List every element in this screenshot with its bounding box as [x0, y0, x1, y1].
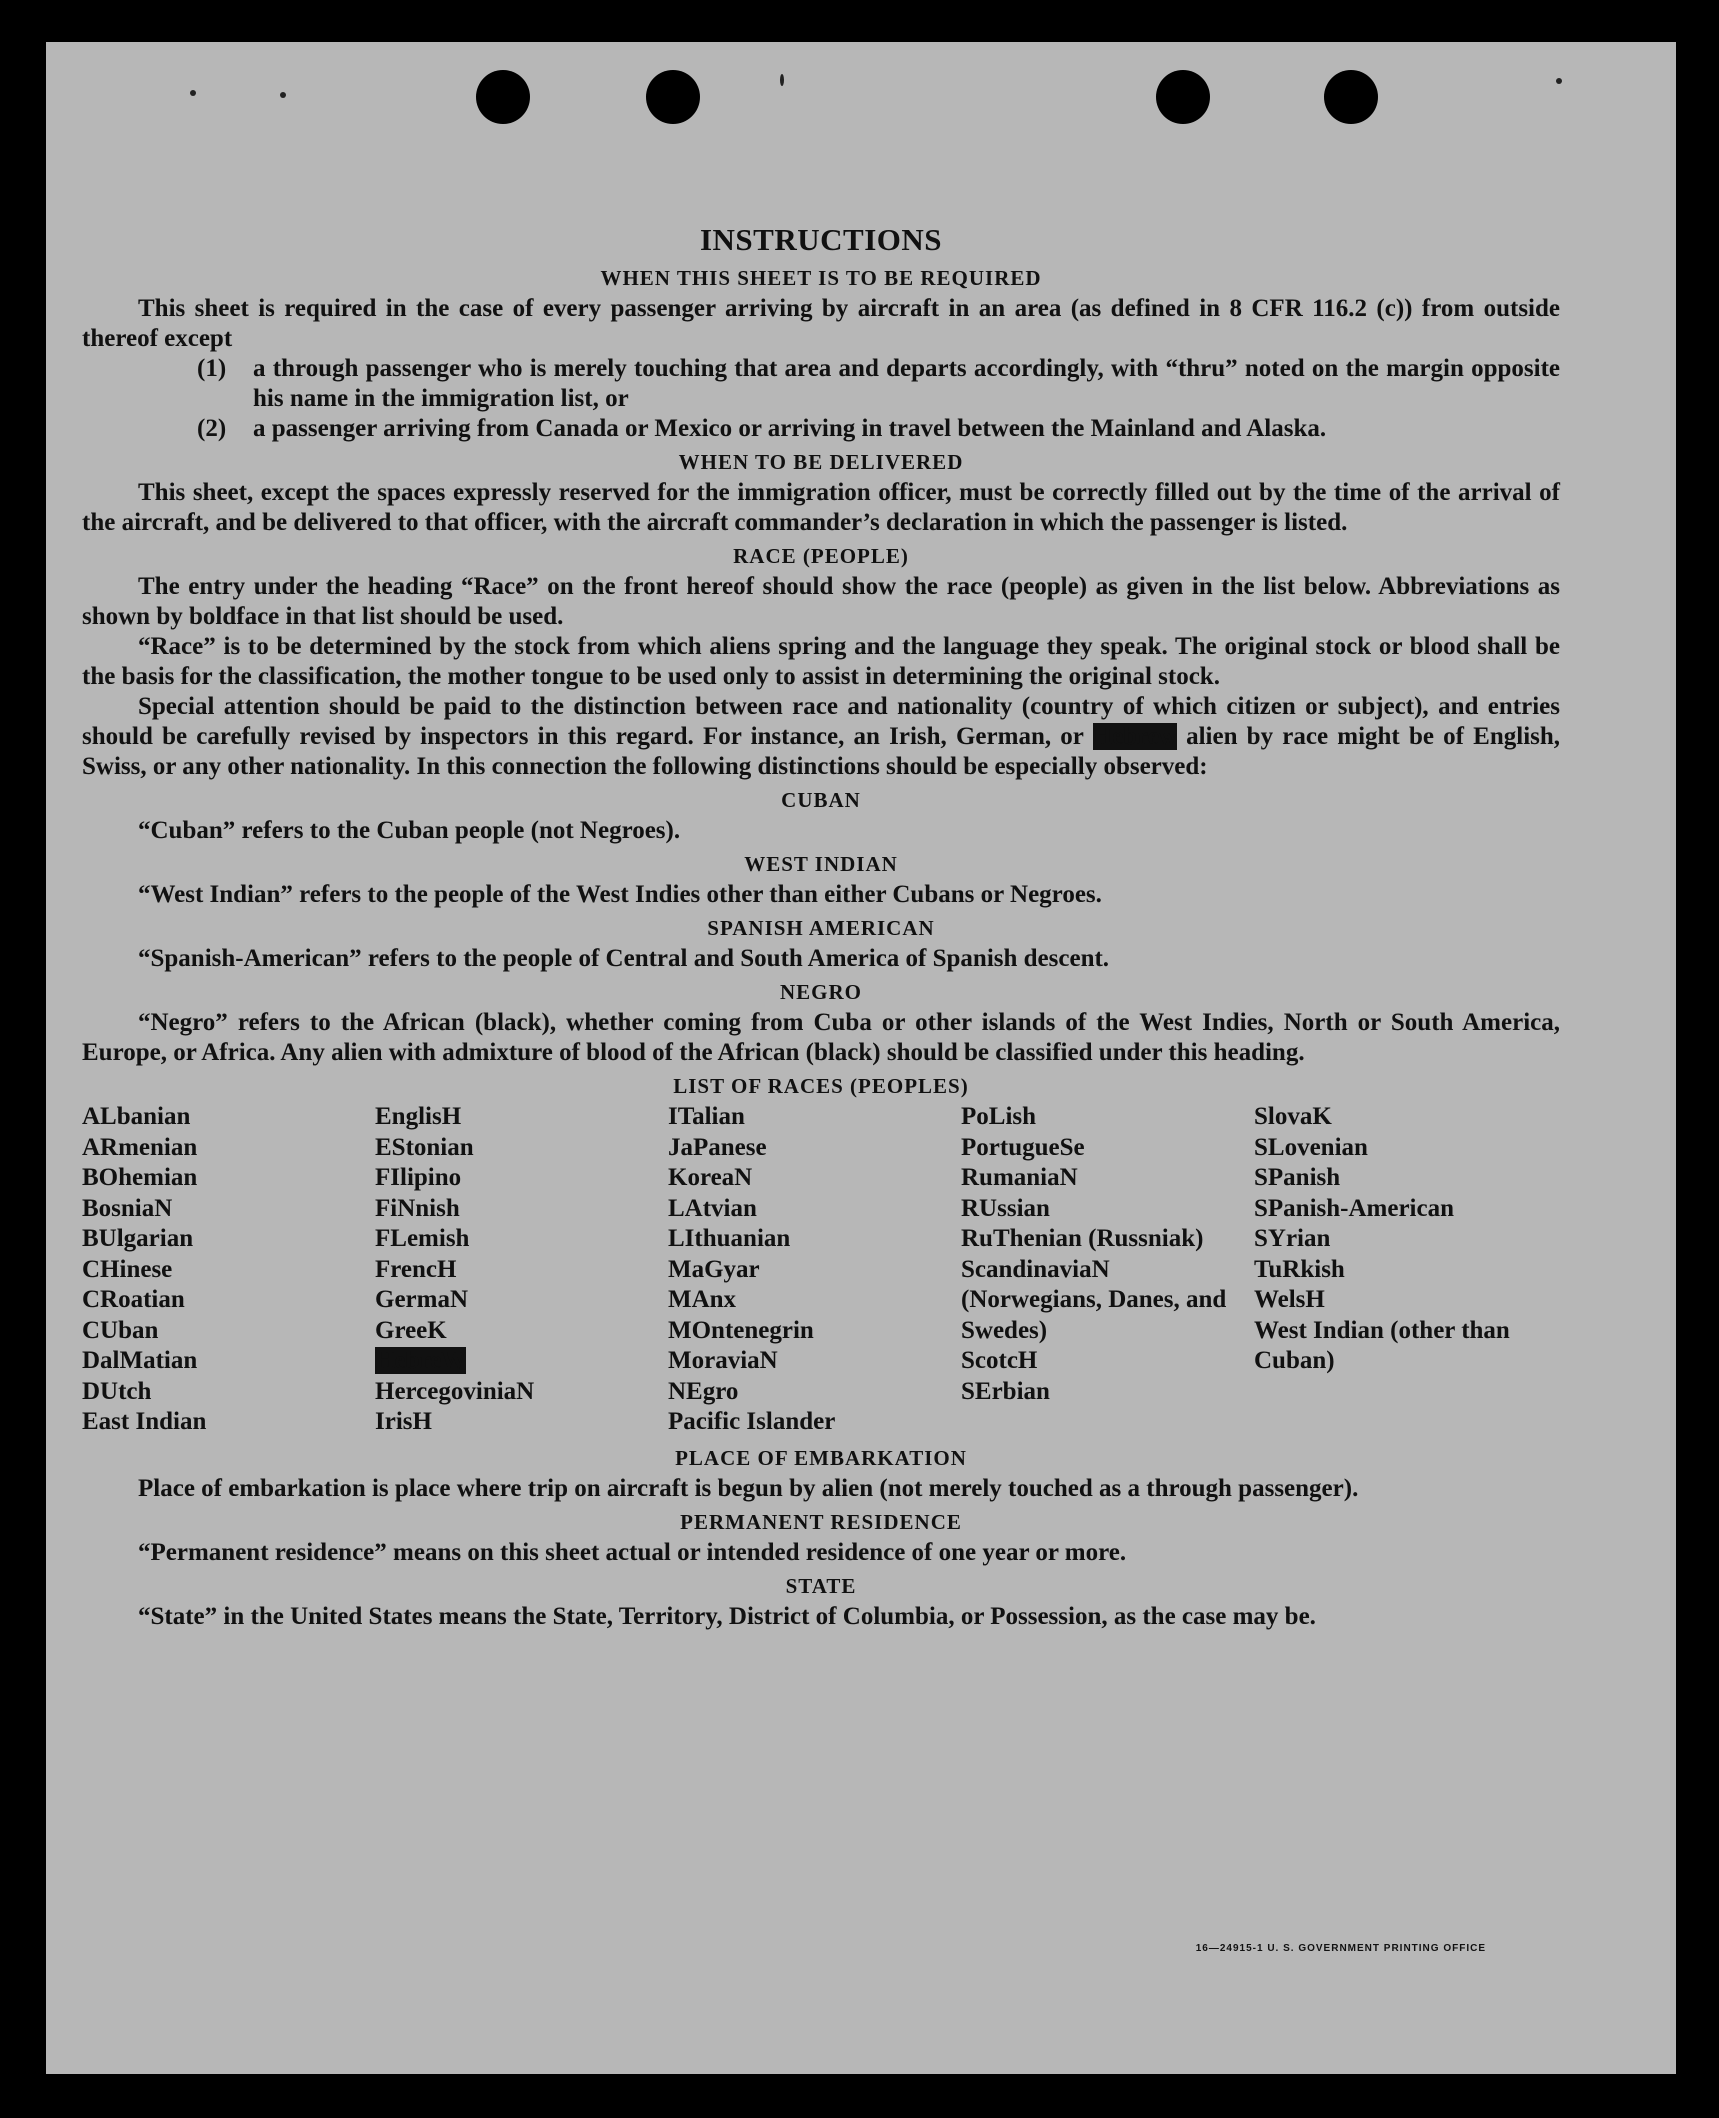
list-item — [82, 354, 1560, 414]
race-entry: LAtvian — [668, 1194, 757, 1222]
paragraph: “Race” is to be determined by the stock from which aliens spring and the language they speak. The original stock or blood shall be the basis for the classification, the mother tongue to be used only to assist in determining the original stock. — [82, 633, 1560, 690]
race-entry: MoraviaN — [668, 1347, 778, 1374]
race-entry: IrisH — [375, 1408, 432, 1435]
race-entry: PoLish — [961, 1103, 1037, 1130]
race-entry: BOhemian — [82, 1164, 198, 1191]
race-entry: TuRkish — [1254, 1255, 1345, 1283]
race-entry: FLemish — [375, 1225, 470, 1252]
race-column — [375, 1102, 668, 1438]
race-column — [668, 1102, 961, 1438]
paragraph-part: alien by race might be of English, Swiss, or any other nationality. In this connection the following distinctions should be especially observed: — [82, 723, 1561, 780]
race-entry: FrencH — [375, 1255, 457, 1283]
race-entry: West Indian (other than Cuban) — [1254, 1316, 1510, 1374]
item-text: a through passenger who is merely touching that area and departs accordingly, with “thru” noted on the margin opposite his name in the immigration list, or — [253, 355, 1560, 412]
punch-hole — [1324, 70, 1378, 124]
race-entry: SPanish — [1254, 1164, 1341, 1191]
redacted-race-entry: HebreW — [375, 1347, 467, 1374]
paragraph — [82, 692, 1560, 782]
race-entry: East Indian — [82, 1408, 207, 1435]
item-number: (2) — [197, 415, 227, 442]
paragraph: “Permanent residence” means on this sheet actual or intended residence of one year or more. — [138, 1538, 1127, 1566]
paragraph: “Negro” refers to the African (black), whether coming from Cuba or other islands of the West Indies, North or South America, Europe, or Africa. Any alien with admixture of blood of the African (black) should be classified under this heading. — [82, 1009, 1560, 1066]
race-entry: RuThenian (Russniak) — [961, 1225, 1204, 1252]
section-heading: RACE (PEOPLE) — [733, 544, 909, 568]
race-column — [961, 1102, 1254, 1438]
section-heading: SPANISH AMERICAN — [707, 916, 935, 940]
section-heading: STATE — [785, 1573, 857, 1598]
paragraph: This sheet, except the spaces expressly reserved for the immigration officer, must be correctly filled out by the time of the arrival of the aircraft, and be delivered to that officer, with the aircraft commander’s declaration in which the passenger is listed. — [82, 479, 1560, 536]
race-entry: CUban — [82, 1316, 159, 1344]
section-heading: NEGRO — [779, 980, 862, 1004]
paragraph-part: Special attention should be paid to the distinction between race and nationality (country of which citizen or subject), and entries should be carefully revised by inspectors in this regard. For instance, an Irish, German, or — [82, 693, 1560, 750]
race-entry: ARmenian — [82, 1133, 198, 1161]
speck — [1556, 78, 1562, 84]
race-entry: HercegoviniaN — [375, 1377, 535, 1405]
race-entry: BosniaN — [82, 1194, 173, 1222]
race-column — [82, 1102, 375, 1438]
race-entry: FiNnish — [375, 1194, 460, 1222]
paragraph: “State” in the United States means the State, Territory, District of Columbia, or Possession, as the case may be. — [138, 1602, 1316, 1630]
race-entry: SlovaK — [1254, 1103, 1332, 1130]
race-entry: LIthuanian — [668, 1225, 791, 1252]
section-heading: PLACE OF EMBARKATION — [675, 1445, 967, 1470]
section-heading: CUBAN — [781, 788, 861, 812]
race-entry: ITalian — [668, 1103, 745, 1130]
race-entry: PortugueSe — [961, 1133, 1085, 1161]
race-entry: SLovenian — [1254, 1133, 1368, 1161]
race-entry: JaPanese — [668, 1133, 767, 1161]
race-entry: SYrian — [1254, 1225, 1331, 1252]
race-entry: CHinese — [82, 1255, 173, 1283]
item-text: a passenger arriving from Canada or Mexico or arriving in travel between the Mainland and Alaska. — [253, 415, 1327, 442]
item-number: (1) — [197, 355, 227, 382]
race-column — [1254, 1102, 1560, 1438]
punch-hole — [1156, 70, 1210, 124]
paragraph: The entry under the heading “Race” on the front hereof should show the race (people) as given in the list below. Abbreviations as shown by boldface in that list should be used. — [82, 573, 1560, 630]
race-entry: MOntenegrin — [668, 1316, 814, 1344]
race-entry: BUlgarian — [82, 1225, 194, 1252]
race-entry: EStonian — [375, 1133, 474, 1161]
section-heading: PERMANENT RESIDENCE — [680, 1509, 962, 1534]
race-entry: DUtch — [82, 1377, 152, 1405]
race-entry: SErbian — [961, 1377, 1050, 1405]
race-entry: NEgro — [668, 1377, 739, 1405]
paragraph: Place of embarkation is place where trip on aircraft is begun by alien (not merely touched as a through passenger). — [138, 1474, 1359, 1502]
race-entry: ScandinaviaN (Norwegians, Danes, and Swedes) — [961, 1255, 1227, 1344]
section-heading: WEST INDIAN — [744, 852, 898, 876]
race-entry: CRoatian — [82, 1286, 185, 1313]
race-entry: WelsH — [1254, 1286, 1325, 1313]
document-sheet — [46, 42, 1676, 2074]
race-entry: MaGyar — [668, 1255, 760, 1283]
paragraph: This sheet is required in the case of every passenger arriving by aircraft in an area (as defined in 8 CFR 116.2 (c)) from outside thereof except — [82, 295, 1560, 352]
race-entry: RumaniaN — [961, 1164, 1078, 1191]
race-entry: KoreaN — [668, 1164, 753, 1191]
race-entry: ALbanian — [82, 1103, 191, 1130]
section-heading: WHEN TO BE DELIVERED — [678, 450, 964, 474]
race-entry: Pacific Islander — [668, 1408, 836, 1435]
printer-imprint: 16—24915-1 U. S. GOVERNMENT PRINTING OFFICE — [1195, 1943, 1486, 1954]
speck — [280, 92, 286, 98]
section-heading: WHEN THIS SHEET IS TO BE REQUIRED — [600, 266, 1042, 290]
list-item — [82, 414, 1560, 444]
paragraph: “Cuban” refers to the Cuban people (not Negroes). — [138, 817, 681, 844]
page-title: INSTRUCTIONS — [699, 222, 942, 257]
punch-hole — [476, 70, 530, 124]
race-entry: DalMatian — [82, 1347, 198, 1374]
race-entry: RUssian — [961, 1194, 1050, 1222]
speck — [190, 90, 196, 96]
race-entry: MAnx — [668, 1286, 737, 1313]
race-entry: EnglisH — [375, 1103, 462, 1130]
race-entry: FIlipino — [375, 1164, 462, 1191]
paragraph: “Spanish-American” refers to the people of Central and South America of Spanish descent. — [138, 945, 1110, 972]
race-entry: SPanish-American — [1254, 1194, 1454, 1222]
punch-hole — [646, 70, 700, 124]
instructions-body — [82, 180, 1560, 1632]
race-list — [82, 1102, 1560, 1438]
paragraph: “West Indian” refers to the people of the West Indies other than either Cubans or Negroes. — [138, 881, 1102, 908]
speck — [780, 74, 784, 86]
race-entry: ScotcH — [961, 1347, 1038, 1374]
redacted-word: Hebrew — [1092, 723, 1177, 750]
race-entry: GreeK — [375, 1316, 447, 1344]
section-heading: LIST OF RACES (PEOPLES) — [673, 1074, 969, 1098]
race-entry: GermaN — [375, 1286, 469, 1313]
